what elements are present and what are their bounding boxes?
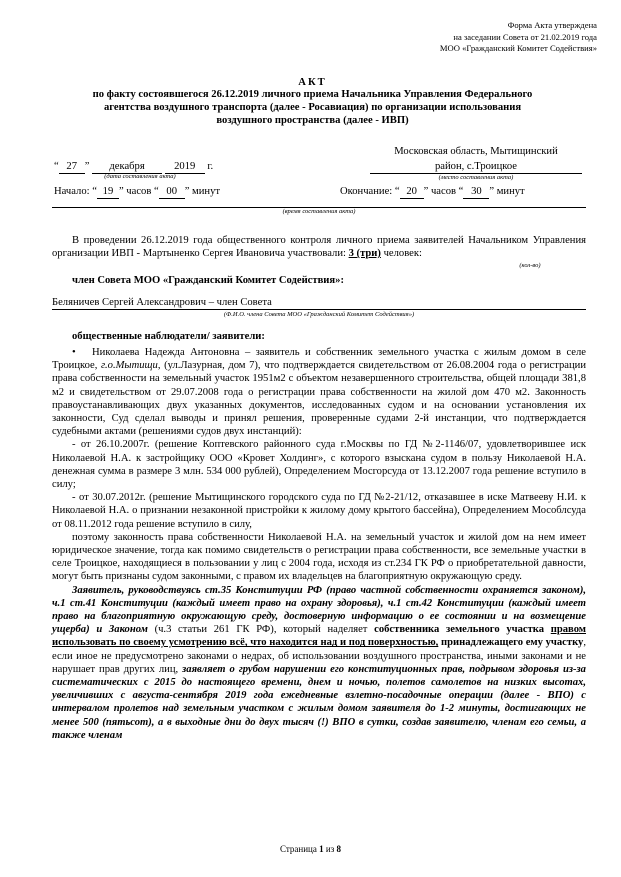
form-note-line: МОО «Гражданский Комитет Содействия» [439, 43, 597, 53]
start-minutes: 00 [159, 185, 185, 199]
act-title: АКТ [298, 77, 327, 88]
participants-count: 3 (три) [348, 248, 381, 260]
member-underline [52, 309, 586, 310]
act-date: “ 27 ” декабря 2019 г. [54, 161, 214, 172]
subtitle-line: воздушного пространства (далее - ИВП) [216, 115, 409, 126]
date-day: 27 [59, 160, 85, 174]
participants-intro: В проведении 26.12.2019 года общественного контроля личного приема заявителей Начальником Управления организации ИВП - Мартыненко Сергея Ивановича участвовали: 3 (три) человек: [52, 235, 586, 260]
observers-heading: общественные наблюдатели/ заявители: [72, 331, 265, 342]
act-subtitle [60, 88, 565, 127]
end-time: Окончание: “ 20 ” часов “ 30 ” минут [340, 186, 525, 197]
form-note-line: на заседании Совета от 21.02.2019 года [453, 31, 597, 42]
date-month: декабря [92, 160, 162, 174]
body-paragraph: Заявитель, руководствуясь ст.35 Конституции РФ (право частной собственности охраняется законом), ч.1 ст.41 Конституции (каждый имеет право на охрану здоровья), ч.1 ст.42 Конституции (каждый имеет право на благоприятную окружающую среду, достоверную информацию о ее состоянии и на возмещение ущерба) и Законом (ч.3 статьи 261 ГК РФ), который наделяет собственника земельного участка правом использовать по своему усмотрению всё, что находится над и под поверхностью, принадлежащего ему участку, если иное не предусмотрено законами о недрах, об использовании воздушного пространства, иными законами и не нарушает прав других лиц, заявляет о грубом нарушении его конституционных прав, подрывом здоровья из-за систематических с 2015 до настоящего времени, днем и ночью, полетов самолетов на низких высотах, увеличивших с августа-сентября 2019 года ежедневные взлетно-посадочные операции (далее - ВПО) с интервалом пролетов над земельным участком с жилым домом заявителя до 1-2 минуты, достигающих не менее 500 (пятьсот), а в выходные дни до двух тысяч (!) ВПО в сутки, создав заявителю, членам его семьи, а также членам [52, 584, 587, 741]
body-paragraph: - от 26.10.2007г. (решение Коптевского районного суда г.Москвы по ГД №2-1146/07, удовлетворившее иск Николаевой Н.А. к застройщику ООО «Кровет Холдинг», с которого взыскана судом в пользу Николаевой Н.А. денежная сумма в размере 3 млн. 534 000 рублей), Определением Мосгорсуда от 13.12.2007 года решение вступило в силу; [52, 439, 586, 491]
member-caption: (Ф.И.О. члена Совета МОО «Гражданский Комитет Содействия») [223, 311, 415, 318]
start-time: Начало: “ 19 ” часов “ 00 ” минут [54, 186, 221, 197]
page-total: 8 [336, 844, 341, 854]
body-paragraph: поэтому законность права собственности Николаевой Н.А. на земельный участок и жилой дом на нем имеет юридическое значение, тогда как помимо свидетельств о регистрации права собственности, все земельные участки в селе Троицкое, находящиеся в пользовании у лиц с 2004 года, исходя из ст.234 ГК РФ о приобретательной давности, могут быть признаны судом законными, с правом их владельцев на благоприятную окружающую среду. [52, 531, 586, 583]
place-line-1: Московская область, Мытищинский [394, 146, 558, 157]
time-caption: (время составления акта) [282, 208, 356, 215]
end-hours: 20 [400, 185, 424, 199]
form-note-line: Форма Акта утверждена [507, 20, 597, 30]
page-number: 1 [319, 844, 324, 854]
page-footer: Страница 1 из 8 [280, 844, 341, 854]
end-minutes: 30 [463, 185, 489, 199]
place-line-2: район, с.Троицкое [434, 161, 518, 172]
place-caption: (место составления акта) [438, 174, 514, 181]
form-approval-note [440, 20, 597, 55]
subtitle-line: агентства воздушного транспорта (далее - Росавиация) по организации использования [103, 102, 522, 113]
date-year: 2019 [165, 160, 205, 174]
body-paragraph: • Николаева Надежда Антоновна – заявитель и собственник земельного участка с жилым домом в селе Троицкое, г.о.Мытищи, (ул.Лазурная, дом 7), что подтверждается свидетельством от 26.08.2004 года о регистрации права собственности на земельный участок 1951м2 с объектом незавершенного строительства, общей площади 381,8 м2 и свидетельством от 29.07.2008 года о регистрации права собственности на жилой дом 470 м2. Законность правоустанавливающих двух указанных документов, исследованных судом и на основании установления их законности, Суд сделал выводы и принял решения, проверенные судами 2-й инстанции, что подтверждается судебными актами (решениями судов двух инстанций): [52, 347, 586, 438]
act-body [52, 346, 586, 742]
member-heading: член Совета МОО «Гражданский Комитет Содействия»: [72, 275, 344, 286]
start-hours: 19 [97, 185, 119, 199]
date-caption: (дата составления акта) [104, 173, 176, 180]
subtitle-line: по факту состоявшегося 26.12.2019 личного приема Начальника Управления Федерального [92, 89, 533, 100]
count-caption: (кол-во) [519, 262, 541, 269]
body-paragraph: - от 30.07.2012г. (решение Мытищинского городского суда по ГД №2-21/12, отказавшее в иске Матвееву Н.И. к Николаевой Н.А. о признании незаконной пристройки к жилому дому крытого бассейна), Определением Мособлсуда от 08.11.2012 года решение вступило в силу, [52, 492, 586, 530]
member-name: Беляничев Сергей Александрович – член Совета [52, 297, 272, 308]
